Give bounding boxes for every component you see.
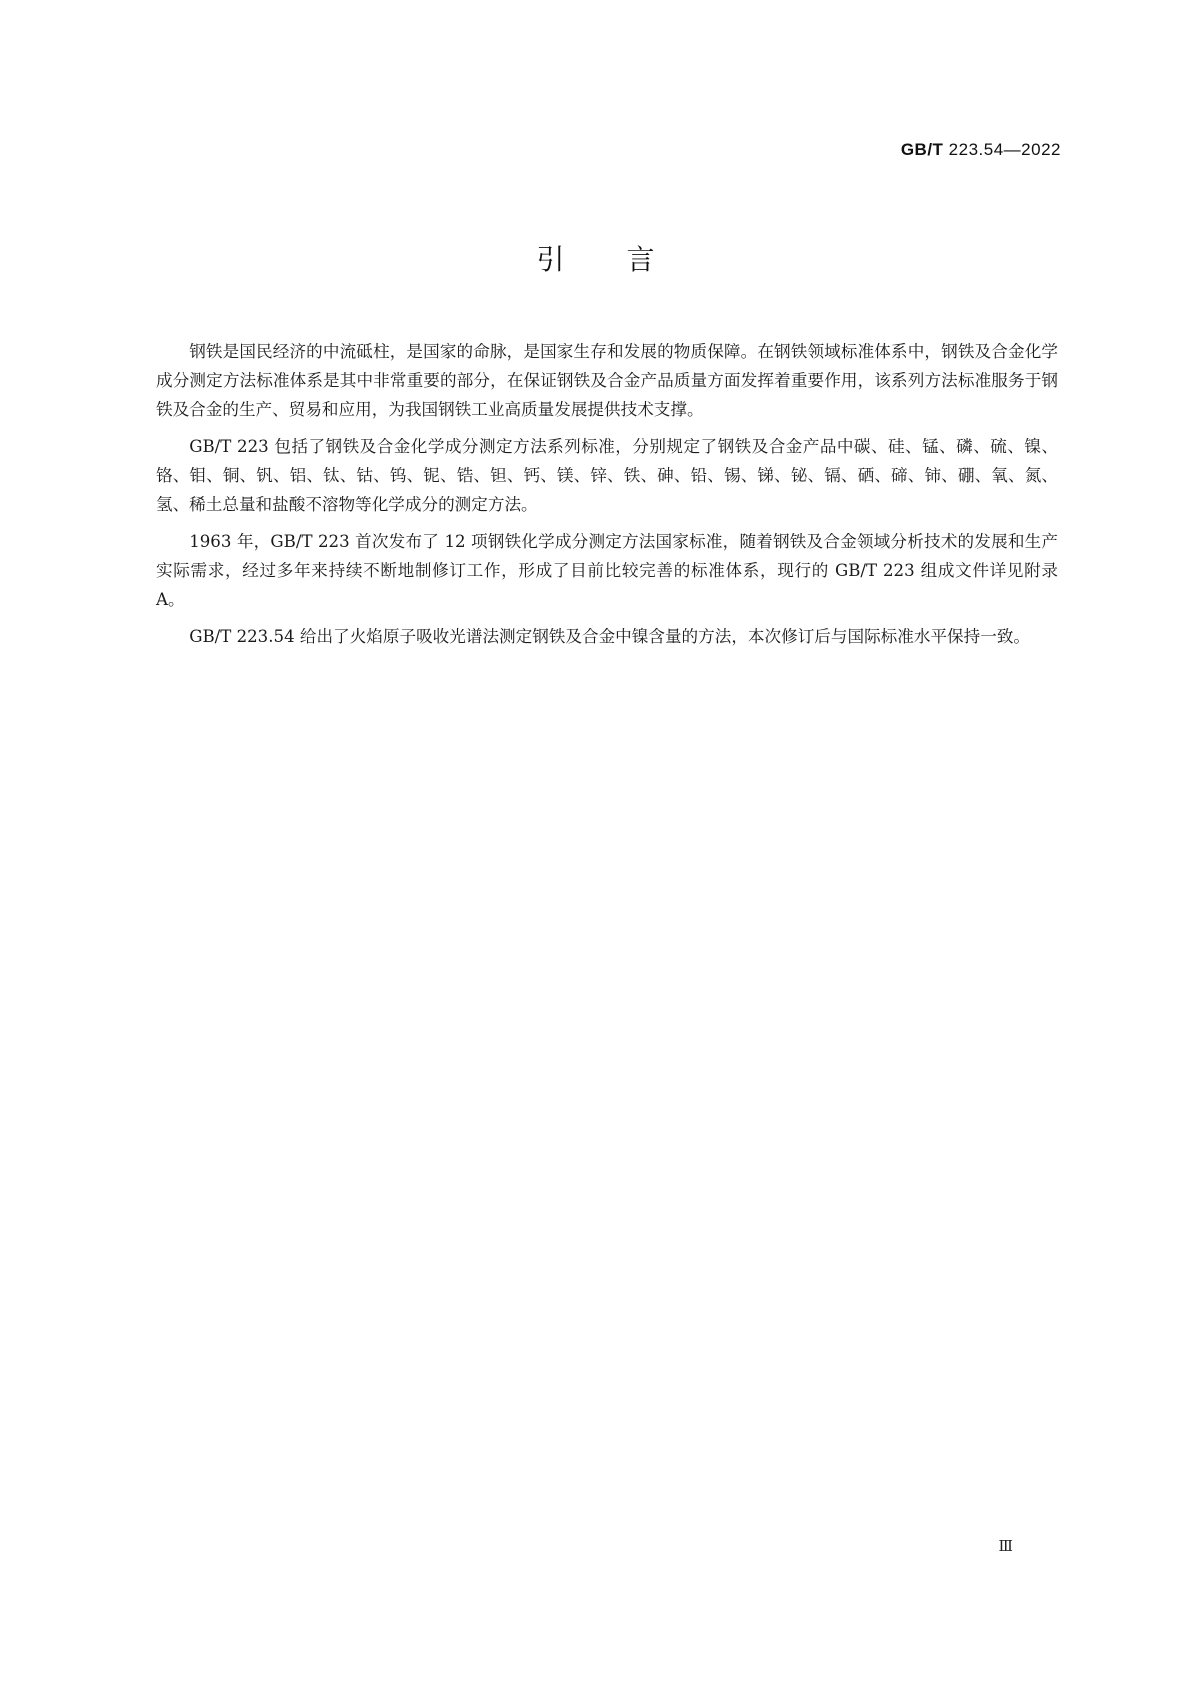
page-number: Ⅲ [998, 1537, 1013, 1555]
paragraph-4: GB/T 223.54 给出了火焰原子吸收光谱法测定钢铁及合金中镍含量的方法，本次修订后与国际标准水平保持一致。 [189, 627, 1031, 646]
paragraph-1: 钢铁是国民经济的中流砥柱，是国家的命脉，是国家生存和发展的物质保障。在钢铁领域标准体系中，钢铁及合金化学成分测定方法标准体系是其中非常重要的部分，在保证钢铁及合金产品质量方面发挥着重要作用，该系列方法标准服务于钢铁及合金的生产、贸易和应用，为我国钢铁工业高质量发展提供技术支撑。 [156, 342, 1058, 419]
document-code-number: 223.54—2022 [948, 140, 1061, 159]
paragraph-2: GB/T 223 包括了钢铁及合金化学成分测定方法系列标准，分别规定了钢铁及合金产品中碳、硅、锰、磷、硫、镍、铬、钼、铜、钒、铝、钛、钴、钨、铌、锆、钽、钙、镁、锌、铁、砷、铅、锡、锑、铋、镉、硒、碲、铈、硼、氧、氮、氢、稀土总量和盐酸不溶物等化学成分的测定方法。 [156, 437, 1058, 514]
page-title: 引言 [536, 243, 717, 276]
document-code [901, 140, 1061, 160]
paragraph-3: 1963 年，GB/T 223 首次发布了 12 项钢铁化学成分测定方法国家标准，随着钢铁及合金领域分析技术的发展和生产实际需求，经过多年来持续不断地制修订工作，形成了目前比较完善的标准体系，现行的 GB/T 223 组成文件详见附录 A。 [156, 532, 1058, 609]
introduction-body [156, 337, 1058, 659]
document-code-prefix: GB/T [900, 140, 944, 159]
